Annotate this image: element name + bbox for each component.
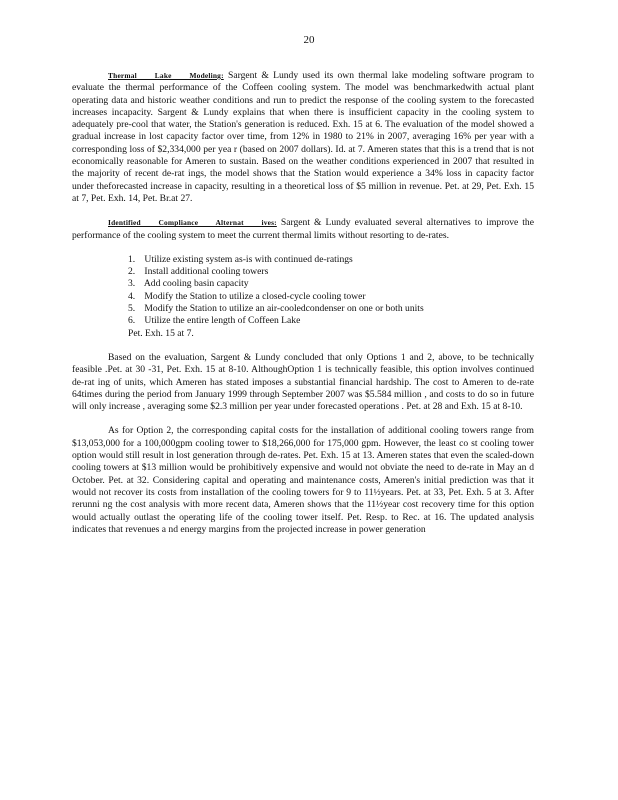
list-item: 5. Modify the Station to utilize an air-cooledcondenser on one or both units <box>128 303 424 315</box>
document-body <box>72 70 534 536</box>
thermal-modeling-heading: Thermal Lake Modeling: <box>108 71 224 80</box>
option2-text: As for Option 2, the corresponding capital costs for the installation of additional cooling towers range from $13,053,000 for a 100,000gpm cooling tower to $18,266,000 for 175,000 gpm. However, the least co st cooling tower option would still result in lost generation through de-rates. Pet. Exh. 15 at 13. Ameren states that even the scaled-down cooling towers at $13 million would be prohibitively expensive and would not obviate the need to de-rate in May an d October. Pet. at 32. Considering capital and operating and maintenance costs, Ameren's initial prediction was that it would not recover its costs from installation of the cooling towers for 9 to 11½years. Pet. at 33, Pet. Exh. 5 at 3. After rerunni ng the cost analysis with more recent data, Ameren shows that the 11½year cost recovery time for this option would actually outlast the operating life of the cooling tower itself. Pet. Resp. to Rec. at 16. The updated analysis indicates that revenues a nd energy margins from the projected increase in power generation <box>72 425 534 535</box>
options-citation: Pet. Exh. 15 at 7. <box>128 327 194 339</box>
list-item: 2. Install additional cooling towers <box>128 266 269 278</box>
alternatives-heading: Identified Compliance Alternat ives: <box>108 218 277 228</box>
list-item: 4. Modify the Station to utilize a closed-cycle cooling tower <box>128 290 366 302</box>
thermal-modeling-paragraph <box>72 70 534 205</box>
list-item: 3. Add cooling basin capacity <box>128 278 249 290</box>
evaluation-paragraph <box>72 352 534 413</box>
thermal-modeling-text: Sargent & Lundy used its own thermal lake modeling software program to evaluate the thermal performance of the Coffeen cooling system. The model was benchmarkedwith actual plant operating data and historic weather conditions and run to predict the response of the cooling system to the forecasted increases incapacity. Sargent & Lundy explains that when there is insufficient capacity in the cooling system to adequately pre-cool that water, the Station's generation is reduced. Exh. 15 at 6. The evaluation of the model showed a gradual increase in lost capacity factor over time, from 12% in 1980 to 21% in 2007, averaging 16% per year with a corresponding loss of $2,334,000 per yea r (based on 2007 dollars). Id. at 7. Ameren states that this is a trend that is not economically reasonable for Ameren to sustain. Based on the weather conditions experienced in 2007 that resulted in the majority of recent de-rat ings, the model shows that the Station would experience a 34% loss in capacity factor under theforecasted increase in capacity, resulting in a theoretical loss of $5 million in revenue. Pet. at 29, Pet. Exh. 15 at 7, Pet. Exh. 14, Pet. Br.at 27. <box>72 70 534 204</box>
option2-paragraph <box>72 425 534 536</box>
evaluation-text: Based on the evaluation, Sargent & Lundy concluded that only Options 1 and 2, above, to be technically feasible .Pet. at 30 -31, Pet. Exh. 15 at 8-10. AlthoughOption 1 is technically feasible, this option involves continued de-rat ing of units, which Ameren has stated imposes a substantial financial hardship. The cost to Ameren to de-rate 64times during the period from January 1999 through September 2007 was $5.584 million , and costs to do so in future will only increase , averaging some $2.3 million per year under forecasted operations . Pet. at 28 and Exh. 15 at 8-10. <box>72 351 534 413</box>
options-list <box>72 254 534 328</box>
page-number: 20 <box>303 34 315 46</box>
alternatives-text: Sargent & Lundy evaluated several alternatives to improve the performance of the cooling system to meet the current thermal limits without resorting to de-rates. <box>72 217 534 241</box>
list-item: 6. Utilize the entire length of Coffeen Lake <box>128 315 301 327</box>
list-item: 1. Utilize existing system as-is with continued de-ratings <box>128 253 353 265</box>
alternatives-paragraph <box>72 217 534 242</box>
